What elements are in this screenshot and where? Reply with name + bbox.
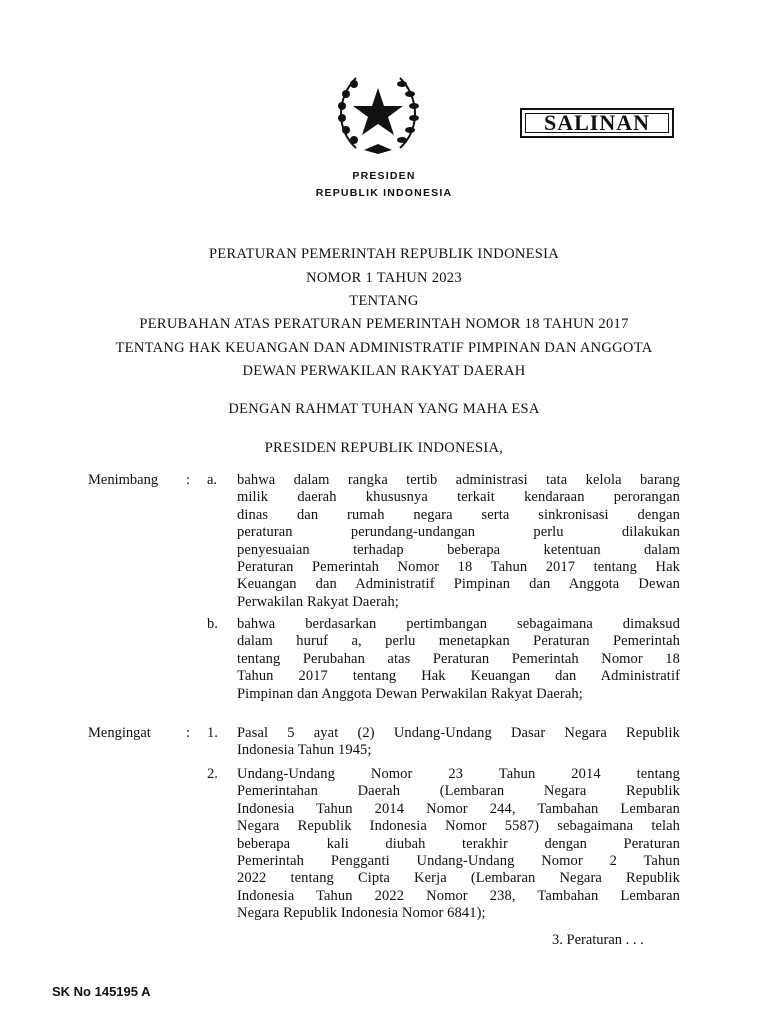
president-heading: PRESIDEN REPUBLIK INDONESIA, (264, 440, 504, 456)
text-line: Tahun 2017 tentang Hak Keuangan dan Administratif (237, 668, 680, 685)
republic-label: REPUBLIK INDONESIA (315, 187, 453, 199)
blessing-line: DENGAN RAHMAT TUHAN YANG MAHA ESA (228, 401, 540, 417)
menimbang-colon: : (186, 472, 191, 488)
text-line: penyesuaian terhadap beberapa ketentuan dalam (237, 541, 680, 558)
text-line: Pemerintahan Daerah (Lembaran Negara Republik (237, 783, 680, 800)
text-line: Keuangan dan Administratif Pimpinan dan Anggota Dewan (237, 576, 680, 593)
text-line: Negara Republik Indonesia Nomor 6841); (237, 905, 486, 922)
continuation-marker: 3. Peraturan . . . (552, 932, 644, 948)
regulation-about: TENTANG (349, 293, 419, 309)
item-marker: b. (207, 616, 218, 632)
regulation-number: NOMOR 1 TAHUN 2023 (306, 270, 462, 286)
mengingat-item-2 (237, 766, 680, 923)
text-line: Pasal 5 ayat (2) Undang-Undang Dasar Negara Republik (237, 725, 680, 741)
menimbang-label: Menimbang (88, 472, 159, 488)
text-line: 2022 tentang Cipta Kerja (Lembaran Negara Republik (237, 870, 680, 887)
text-line: bahwa berdasarkan pertimbangan sebagaimana dimaksud (237, 616, 680, 632)
regulation-subject-line: TENTANG HAK KEUANGAN DAN ADMINISTRATIF PIMPINAN DAN ANGGOTA (115, 340, 653, 356)
mengingat-colon: : (186, 725, 191, 741)
text-line: Pemerintah Pengganti Undang-Undang Nomor 2 Tahun (237, 853, 680, 870)
item-marker: 2. (207, 766, 218, 782)
text-line: Pimpinan dan Anggota Dewan Perwakilan Rakyat Daerah; (237, 685, 583, 702)
text-line: tentang Perubahan atas Peraturan Pemerintah Nomor 18 (237, 650, 680, 667)
item-marker: 1. (207, 725, 218, 741)
text-line: Perwakilan Rakyat Daerah; (237, 593, 399, 610)
sk-number: SK No 145195 A (52, 984, 151, 999)
item-marker: a. (207, 472, 218, 488)
mengingat-item-1 (237, 725, 680, 760)
menimbang-item-b (237, 616, 680, 703)
mengingat-label: Mengingat (88, 725, 151, 741)
text-line: Undang-Undang Nomor 23 Tahun 2014 tentang (237, 766, 680, 782)
text-line: Indonesia Tahun 2022 Nomor 238, Tambahan Lembaran (237, 887, 680, 904)
regulation-subject-line: DEWAN PERWAKILAN RAKYAT DAERAH (242, 363, 526, 379)
text-line: peraturan perundang-undangan perlu dilakukan (237, 524, 680, 541)
text-line: Indonesia Tahun 1945; (237, 742, 372, 759)
menimbang-item-a (237, 472, 680, 611)
salinan-stamp: SALINAN (520, 108, 674, 138)
text-line: milik daerah khususnya terkait kendaraan perorangan (237, 489, 680, 506)
text-line: dinas dan rumah negara serta sinkronisasi dengan (237, 506, 680, 523)
regulation-subject-line: PERUBAHAN ATAS PERATURAN PEMERINTAH NOMOR 18 TAHUN 2017 (139, 316, 629, 332)
garuda-star-emblem-icon (332, 68, 424, 160)
text-line: beberapa kali diubah terakhir dengan Peraturan (237, 835, 680, 852)
text-line: Negara Republik Indonesia Nomor 5587) sebagaimana telah (237, 818, 680, 835)
text-line: dalam huruf a, perlu menetapkan Peraturan Pemerintah (237, 633, 680, 650)
president-label: PRESIDEN (352, 170, 416, 182)
regulation-title: PERATURAN PEMERINTAH REPUBLIK INDONESIA (208, 246, 560, 262)
text-line: Indonesia Tahun 2014 Nomor 244, Tambahan Lembaran (237, 800, 680, 817)
text-line: bahwa dalam rangka tertib administrasi tata kelola barang (237, 472, 680, 488)
text-line: Peraturan Pemerintah Nomor 18 Tahun 2017 tentang Hak (237, 559, 680, 576)
